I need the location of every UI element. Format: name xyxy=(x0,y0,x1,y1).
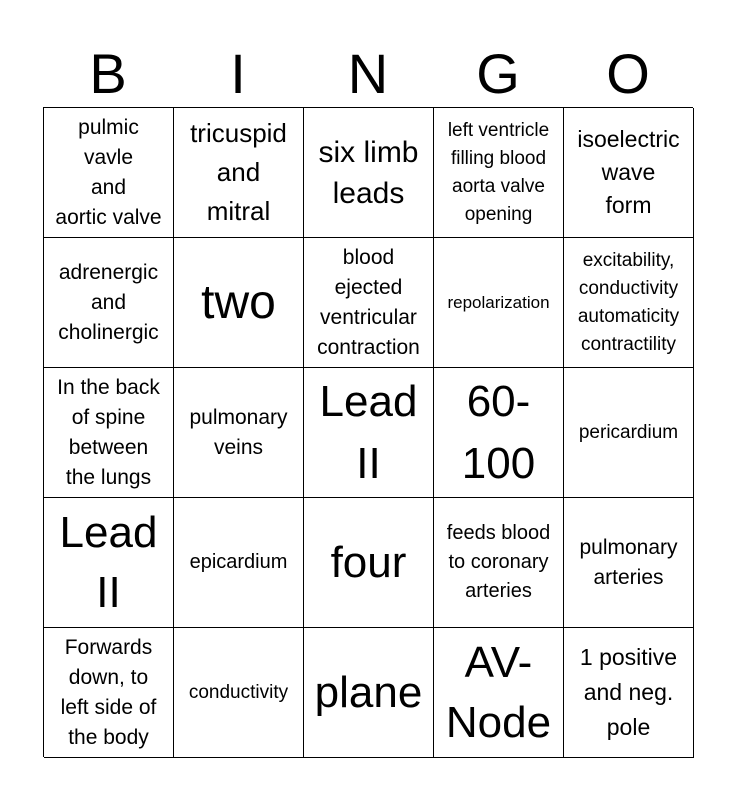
cell-text: adrenergic and cholinergic xyxy=(58,260,159,344)
cell-text: left ventricle filling blood aorta valve opening xyxy=(447,119,550,225)
bingo-cell[interactable] xyxy=(304,498,434,628)
bingo-cell[interactable] xyxy=(174,368,304,498)
bingo-cell[interactable] xyxy=(174,108,304,238)
bingo-cell[interactable] xyxy=(174,628,304,758)
cell-text: Lead II xyxy=(59,507,158,617)
cell-text: blood ejected ventricular contraction xyxy=(317,245,420,359)
bingo-cell[interactable] xyxy=(174,238,304,368)
bingo-cell[interactable] xyxy=(564,108,694,238)
cell-text: AV- Node xyxy=(445,637,552,747)
cell-text: 60- 100 xyxy=(461,376,536,488)
cell-text: pulmonary veins xyxy=(189,405,288,459)
cell-text: conductivity xyxy=(188,681,289,703)
cell-text: epicardium xyxy=(189,551,288,573)
bingo-cell[interactable] xyxy=(434,238,564,368)
cell-text: Lead II xyxy=(319,376,418,488)
bingo-cell[interactable] xyxy=(564,368,694,498)
cell-text: pulmonary arteries xyxy=(579,535,678,589)
cell-text: In the back of spine between the lungs xyxy=(57,375,160,489)
cell-text: repolarization xyxy=(447,292,550,312)
bingo-cell[interactable] xyxy=(44,498,174,628)
bingo-cell[interactable] xyxy=(564,238,694,368)
cell-text: isoelectric wave form xyxy=(577,126,680,218)
bingo-cell[interactable] xyxy=(434,108,564,238)
header-letter-o: O xyxy=(606,42,650,105)
cell-text: tricuspid and mitral xyxy=(190,118,287,226)
cell-text: feeds blood to coronary arteries xyxy=(446,522,551,602)
bingo-cell[interactable] xyxy=(434,498,564,628)
header-letter-i: I xyxy=(230,42,246,105)
bingo-cell[interactable] xyxy=(304,368,434,498)
bingo-cell[interactable] xyxy=(304,238,434,368)
cell-text: six limb leads xyxy=(318,135,419,210)
bingo-cell[interactable] xyxy=(434,368,564,498)
bingo-cell[interactable] xyxy=(44,368,174,498)
bingo-cell[interactable] xyxy=(564,628,694,758)
bingo-cell[interactable] xyxy=(174,498,304,628)
cell-text: Forwards down, to left side of the body xyxy=(60,635,157,749)
bingo-cell[interactable] xyxy=(564,498,694,628)
cell-text: pulmic vavle and aortic valve xyxy=(55,115,162,229)
cell-text: excitability, conductivity automaticity contractility xyxy=(577,249,680,355)
header-letter-b: B xyxy=(89,42,127,105)
bingo-cell[interactable] xyxy=(304,108,434,238)
cell-text: pericardium xyxy=(578,421,679,443)
cell-text: 1 positive and neg. pole xyxy=(579,644,678,740)
bingo-cell[interactable] xyxy=(44,108,174,238)
bingo-card-grid xyxy=(43,107,693,757)
bingo-cell[interactable] xyxy=(434,628,564,758)
cell-text: plane xyxy=(314,667,423,717)
cell-text: two xyxy=(201,275,276,329)
bingo-header xyxy=(43,40,693,108)
cell-text: four xyxy=(330,537,407,587)
bingo-cell[interactable] xyxy=(44,628,174,758)
bingo-cell[interactable] xyxy=(304,628,434,758)
header-letter-n: N xyxy=(347,42,389,105)
header-letter-g: G xyxy=(476,42,520,105)
bingo-cell[interactable] xyxy=(44,238,174,368)
